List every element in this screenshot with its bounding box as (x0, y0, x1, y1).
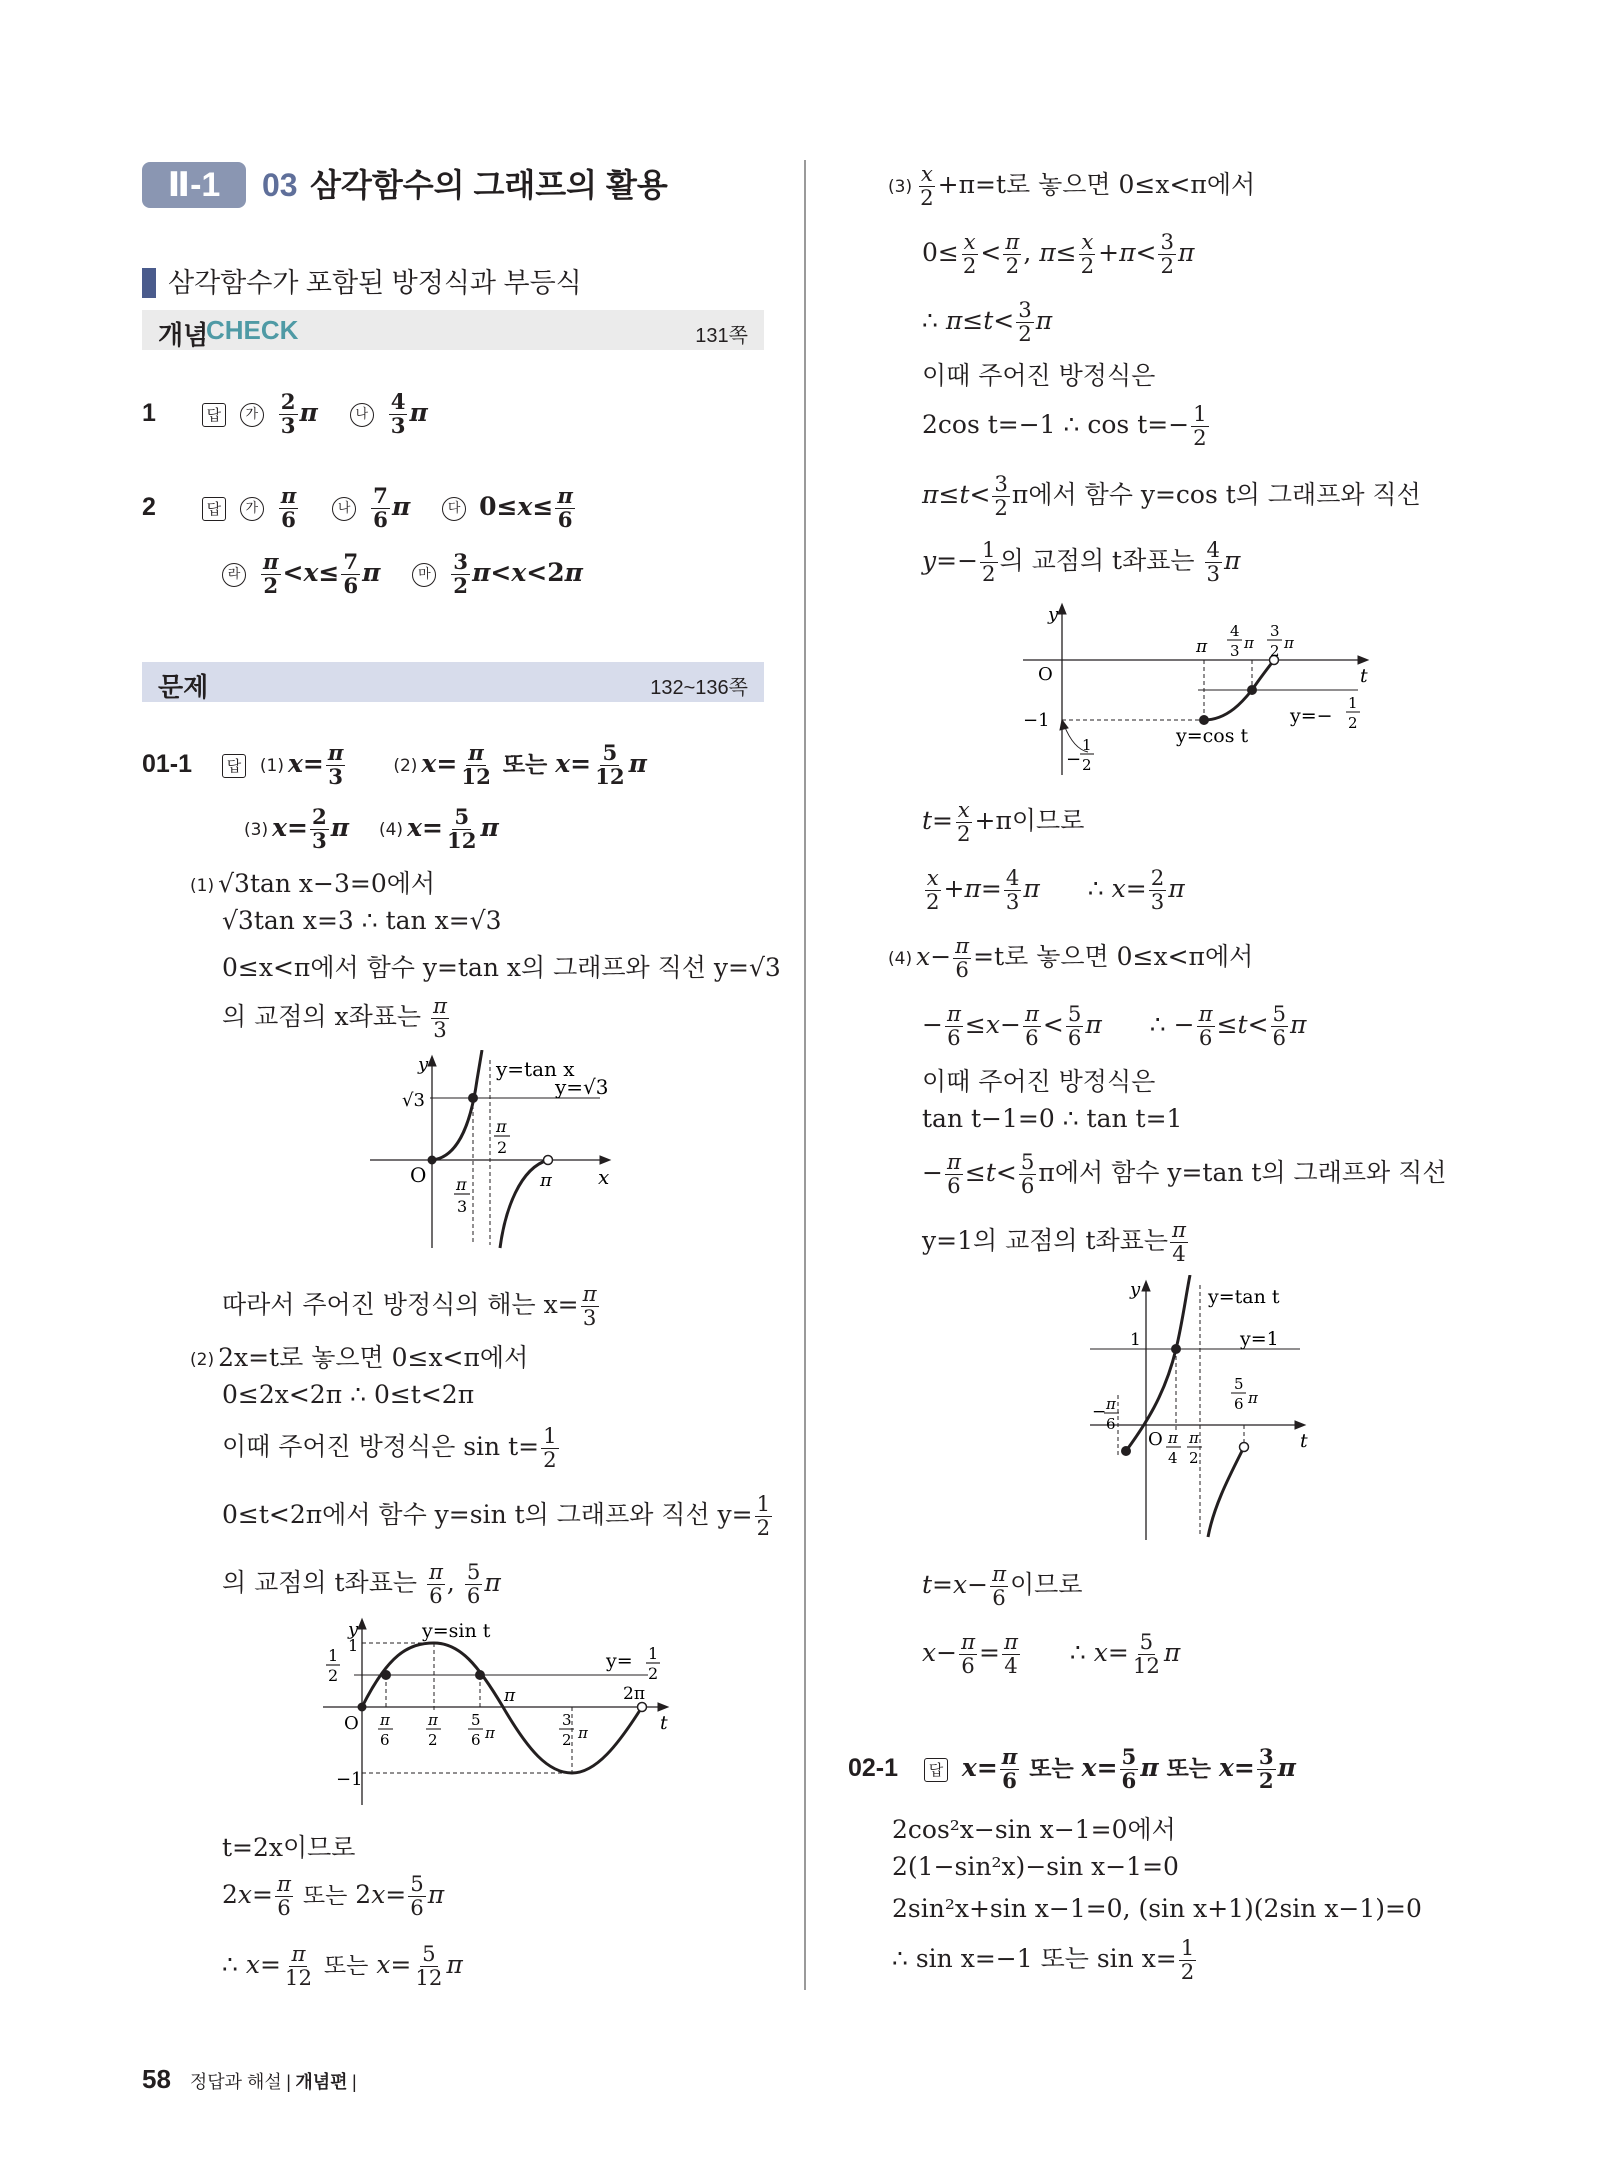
p2-line3: 2sin²x+sin x−1=0, (sin x+1)(2sin x−1)=0 (892, 1894, 1422, 1923)
origin-label: O (1038, 664, 1053, 685)
x-axis-arrow-icon (600, 1156, 610, 1164)
tick-3pi-2-num: 3 (1270, 622, 1280, 640)
tick-neg-pi-6-den: 6 (1106, 1415, 1116, 1433)
lesson-title: 삼각함수의 그래프의 활용 (310, 167, 668, 203)
problem-02-1-label: 02-1 (848, 1754, 899, 1782)
answer-2-row1: 2 답 가 $\frac{\pi}{6}$ 나 $\frac{7}{6}$ π 다 0≤x≤ $\frac{\pi}{6}$ (142, 483, 573, 533)
lesson-number: 03 (262, 167, 298, 203)
tick-pi-2-den: 2 (497, 1138, 508, 1157)
sol3-line3: ∴ π≤t< $\frac{3}{2}$ π (922, 297, 1053, 347)
tick-pi: π (540, 1170, 552, 1191)
origin-label: O (1148, 1429, 1163, 1450)
item-ma-icon: 마 (412, 563, 436, 587)
concept-check-label: 개념 (158, 320, 209, 350)
item-da-icon: 다 (442, 497, 466, 521)
answer-mark-icon: 답 (202, 403, 226, 427)
t-axis-arrow-icon (1358, 656, 1368, 664)
point-4pi-3 (1248, 686, 1257, 695)
sol4-line1-text: =t로 놓으면 0≤x<π에서 (973, 942, 1254, 971)
sol2-line4: 0≤t<2π에서 함수 y=sin t의 그래프와 직선 y= $\frac{1}{2}$ (222, 1491, 771, 1541)
concept-check-bar (142, 310, 764, 350)
tick-5pi-6-den: 6 (471, 1731, 481, 1749)
or-word: 또는 (302, 1882, 348, 1908)
or-word: 또는 (323, 1952, 369, 1978)
tick-half-den: 2 (328, 1666, 339, 1685)
tick-pi-3-num: π (456, 1175, 467, 1194)
leader-arrow-icon (1060, 720, 1068, 730)
y-label: y (1130, 1279, 1141, 1300)
sol4-line6: y=1의 교점의 t좌표는 $\frac{\pi}{4}$ (922, 1217, 1186, 1267)
sol1-line4: 의 교점의 x좌표는 $\frac{\pi}{3}$ (222, 993, 447, 1043)
sol3-line8: t= $\frac{x}{2}$ +π이므로 (922, 797, 1085, 847)
tick-3pi-2-den: 2 (562, 1731, 572, 1749)
sol3-line7: y=− $\frac{1}{2}$ 의 교점의 t좌표는 $\frac{4}{3}$ π (922, 537, 1241, 587)
tick-neg1: −1 (1023, 710, 1050, 731)
subsection-title: 삼각함수가 포함된 방정식과 부등식 (168, 268, 582, 298)
problem-02-1-number (848, 1754, 898, 1782)
tick-3pi-2-num: 3 (562, 1711, 572, 1729)
page-number: 58 (142, 2064, 171, 2094)
line-label: y=√3 (555, 1075, 609, 1099)
point-origin (428, 1156, 436, 1164)
sol2-line1-text: 2x=t로 놓으면 0≤x<π에서 (218, 1343, 529, 1372)
y-axis-arrow-icon (428, 1056, 436, 1066)
sol4-line6-text: y=1의 교점의 t좌표는 (922, 1226, 1168, 1255)
tick-pi-6-num: π (380, 1711, 390, 1729)
tick-5pi-6-pi: π (485, 1724, 495, 1742)
item-na-icon: 나 (332, 497, 356, 521)
answer-mark-icon: 답 (924, 1758, 948, 1782)
column-divider (804, 160, 806, 1990)
answer-01-1-row1: 01-1 답 (1) x= $\frac{\pi}{3}$ (2) x= $\frac{\pi}{12}$ 또는 x= $\frac{5}{12}$ π (142, 740, 647, 790)
sol2-line5-text: 의 교점의 t좌표는 (222, 1568, 417, 1597)
t-axis-arrow-icon (1295, 1421, 1305, 1429)
answer-02-1: 02-1 답 x= $\frac{\pi}{6}$ 또는 x= $\frac{5}{6}$ π 또는 x= $\frac{3}{2}$ π (848, 1744, 1296, 1794)
tick-4pi-3-pi: π (1244, 634, 1254, 652)
tick-5pi-6-num: 5 (471, 1711, 481, 1729)
unit-badge (142, 162, 246, 208)
subsection-marker (142, 268, 156, 298)
sin-curve (362, 1643, 642, 1773)
sol2-line7: 2x= $\frac{\pi}{6}$ 또는 2x= $\frac{5}{6}$ π (222, 1871, 445, 1921)
graph-sin-t (318, 1615, 678, 1810)
y-axis-arrow-icon (1142, 1281, 1150, 1291)
or-word: 또는 (1166, 1755, 1212, 1781)
item-ga-icon: 가 (240, 497, 264, 521)
tick-3pi-2-pi: π (1284, 634, 1294, 652)
sol2-line3: 이때 주어진 방정식은 sin t= $\frac{1}{2}$ (222, 1423, 557, 1473)
sol2-line3-text: 이때 주어진 방정식은 sin t= (222, 1432, 540, 1461)
line-label: y=1 (1240, 1328, 1279, 1350)
point-pi-open (544, 1156, 553, 1165)
tick-pi-2-den: 2 (1189, 1449, 1199, 1467)
problems-page: 132~136쪽 (650, 677, 748, 699)
sol1-line1-text: tan x−3=0에서 (249, 869, 436, 898)
sol1-conclusion-text: 따라서 주어진 방정식의 해는 x= (222, 1290, 579, 1319)
point-origin (358, 1703, 366, 1711)
tick-neg1: −1 (336, 1769, 363, 1790)
point-5pi-6-open (1240, 1443, 1249, 1452)
sol2-line4-text: 0≤t<2π에서 함수 y=sin t의 그래프와 직선 y= (222, 1500, 753, 1529)
problems-label: 문제 (158, 672, 209, 702)
item-ga-icon: 가 (240, 403, 264, 427)
tick-3pi-2-pi: π (578, 1724, 588, 1742)
y-axis-arrow-icon (358, 1619, 366, 1629)
sol3-line5: 2cos t=−1 ∴ cos t=− $\frac{1}{2}$ (922, 401, 1207, 451)
tick-1: 1 (348, 1636, 359, 1655)
sol2-line6: t=2x이므로 (222, 1833, 356, 1862)
line-label-y: y=− (1290, 705, 1333, 727)
footer (142, 2064, 357, 2099)
sol3-line9: $\frac{x}{2}$ +π= $\frac{4}{3}$ π ∴ x= $\frac{2}{3}$ π (926, 865, 1185, 915)
unit-badge-text: Ⅱ-1 (167, 166, 221, 204)
sol3-line2: 0≤ $\frac{x}{2}$ < $\frac{\pi}{2}$ , π≤ $\frac{x}{2}$ +π< $\frac{3}{2}$ π (922, 229, 1195, 279)
sol4-line8: x− $\frac{\pi}{6}$ = $\frac{\pi}{4}$ ∴ x= $\frac{5}{12}$ π (922, 1629, 1181, 1679)
line-label-den: 2 (1348, 714, 1358, 732)
y-axis-arrow-icon (1058, 604, 1066, 614)
concept-check-page: 131쪽 (695, 325, 748, 347)
answer-1-number: 1 (142, 399, 156, 427)
tick-neg-half-num: 1 (1082, 736, 1092, 754)
y-label: y (348, 1619, 359, 1640)
tan-curve-left (432, 1050, 482, 1160)
answer-mark-icon: 답 (202, 497, 226, 521)
p2-line4-text: ∴ sin x=−1 또는 sin x= (892, 1944, 1177, 1973)
sol1-line2: √3tan x=3 ∴ tan x=√3 (222, 906, 502, 935)
t-label: t (660, 1712, 668, 1734)
sol4-line5: − $\frac{\pi}{6}$ ≤t< $\frac{5}{6}$ π에서 함수 y=tan t의 그래프와 직선 (922, 1149, 1447, 1199)
problem-01-1-label: 01-1 (142, 750, 193, 778)
tick-pi: π (504, 1686, 516, 1706)
t-label: t (1300, 1430, 1308, 1452)
problem-01-1-number (142, 750, 192, 778)
or-word: 또는 (1029, 1755, 1074, 1781)
point-5pi-6 (476, 1671, 485, 1680)
tick-3pi-2-den: 2 (1270, 642, 1280, 660)
tick-4pi-3-num: 4 (1230, 622, 1240, 640)
line-label-num: 1 (648, 1644, 659, 1663)
line-label-num: 1 (1348, 694, 1358, 712)
point-intersection (469, 1094, 478, 1103)
sol2-line8: ∴ x= $\frac{\pi}{12}$ 또는 x= $\frac{5}{12}$ π (222, 1941, 463, 1991)
tick-neg-pi-6-num: π (1106, 1395, 1116, 1413)
sol1-line2-text: tan x=3 ∴ tan x= (253, 906, 470, 935)
tick-pi: π (1196, 637, 1208, 657)
origin-label: O (410, 1163, 427, 1187)
tick-pi-2-num: π (428, 1711, 438, 1729)
item-ra-icon: 라 (222, 563, 246, 587)
tick-1: 1 (1130, 1330, 1141, 1350)
line-label-y: y= (606, 1650, 633, 1672)
sol4-line4: tan t−1=0 ∴ tan t=1 (922, 1104, 1183, 1133)
concept-check-eng: CHECK (206, 315, 299, 345)
sol3-line4: 이때 주어진 방정식은 (922, 361, 1156, 390)
tick-2pi: 2π (623, 1684, 645, 1704)
tick-5pi-6-num: 5 (1234, 1375, 1244, 1393)
point-neg-pi-6 (1122, 1447, 1131, 1456)
sol4-line2: − $\frac{\pi}{6}$ ≤x− $\frac{\pi}{6}$ < $\frac{5}{6}$ π ∴ − $\frac{\pi}{6}$ ≤t< $\frac{5}{6}$ π (922, 1001, 1307, 1051)
origin-label: O (344, 1713, 359, 1734)
tan-curve-right (1208, 1447, 1244, 1537)
tick-5pi-6-den: 6 (1234, 1395, 1244, 1413)
tick-half-num: 1 (328, 1646, 339, 1665)
sol4-line5-text: π에서 함수 y=tan t의 그래프와 직선 (1038, 1158, 1447, 1187)
sol4-line1: (4) x− $\frac{\pi}{6}$ =t로 놓으면 0≤x<π에서 (888, 933, 1254, 983)
sol1-conclusion: 따라서 주어진 방정식의 해는 x= $\frac{\pi}{3}$ (222, 1281, 597, 1331)
sol4-line3: 이때 주어진 방정식은 (922, 1067, 1156, 1096)
sol4-line7: t=x− $\frac{\pi}{6}$ 이므로 (922, 1561, 1083, 1611)
sol3-line6: π≤t< $\frac{3}{2}$ π에서 함수 y=cos t의 그래프와 직선 (922, 471, 1421, 521)
tick-pi-2-den: 2 (428, 1731, 438, 1749)
tick-neg-half-minus: − (1066, 749, 1082, 770)
t-axis-arrow-icon (658, 1703, 668, 1711)
line-label-den: 2 (648, 1664, 659, 1683)
tan-label: y=tan x (496, 1057, 575, 1081)
p2-line2: 2(1−sin²x)−sin x−1=0 (892, 1852, 1179, 1881)
sol1-line3: 0≤x<π에서 함수 y=tan x의 그래프와 직선 y=√3 (222, 953, 781, 982)
point-pi-6 (382, 1671, 391, 1680)
p2-line1: 2cos²x−sin x−1=0에서 (892, 1815, 1176, 1844)
or-word: 또는 (502, 751, 548, 777)
sol3-line1: (3) $\frac{x}{2}$ +π=t로 놓으면 0≤x<π에서 (888, 161, 1256, 211)
sol3-line5-text: 2cos t=−1 ∴ cos t=− (922, 410, 1190, 439)
sol3-line8-text: +π이므로 (974, 806, 1085, 835)
sol1-line1: (1) √3tan x−3=0에서 (190, 869, 436, 898)
answer-2-row2: 라 $\frac{\pi}{2}$ <x≤ $\frac{7}{6}$ π 마 $\frac{3}{2}$ π<x<2π (222, 548, 583, 598)
graph-cos-t (1018, 600, 1378, 780)
tick-pi-2-num: π (496, 1117, 507, 1136)
tick-neg-half-den: 2 (1082, 756, 1092, 774)
sol3-line6-text: π에서 함수 y=cos t의 그래프와 직선 (1011, 480, 1421, 509)
edition: 개념편 (295, 2072, 348, 2092)
tick-pi-4-den: 4 (1168, 1449, 1178, 1467)
t-label: t (1360, 665, 1368, 687)
sol3-line7-text: 의 교점의 t좌표는 (999, 546, 1195, 575)
tick-pi-2-num: π (1189, 1429, 1199, 1447)
cos-label: y=cos t (1176, 725, 1249, 747)
sol2-line1: (2) 2x=t로 놓으면 0≤x<π에서 (190, 1343, 529, 1372)
y-label: y (418, 1054, 429, 1075)
tant-label: y=tan t (1208, 1286, 1280, 1308)
item-na-icon: 나 (350, 403, 374, 427)
answer-1: 1 답 가 $\frac{2}{3}$ π 나 $\frac{4}{3}$ π (142, 389, 428, 439)
graph-tan-t (1090, 1275, 1320, 1545)
sol2-line2: 0≤2x<2π ∴ 0≤t<2π (222, 1380, 475, 1409)
point-pi-4 (1172, 1345, 1181, 1354)
tick-neg-pi-6-minus: − (1092, 1402, 1107, 1422)
sol4-line7-text: 이므로 (1010, 1570, 1083, 1599)
tick-pi-6-den: 6 (380, 1731, 390, 1749)
x-label: x (598, 1165, 610, 1189)
y-label: y (1048, 604, 1059, 625)
tick-pi-4-num: π (1168, 1429, 1178, 1447)
answer-2-number: 2 (142, 493, 156, 521)
problems-bar (142, 662, 764, 702)
tick-5pi-6-pi: π (1248, 1389, 1258, 1407)
answer-01-1-row2: (3) x= $\frac{2}{3}$ π (4) x= $\frac{5}{12}$ π (244, 804, 499, 854)
p2-line4: ∴ sin x=−1 또는 sin x= $\frac{1}{2}$ (892, 1935, 1195, 1985)
answer-mark-icon: 답 (222, 754, 246, 778)
book-part: 정답과 해설 (189, 2072, 282, 2092)
footer-sep: | (286, 2072, 291, 2092)
point-pi (1200, 716, 1209, 725)
sol1-line4-text: 의 교점의 x좌표는 (222, 1002, 422, 1031)
sol3-line1-text: +π=t로 놓으면 0≤x<π에서 (937, 170, 1256, 199)
sol2-line5: 의 교점의 t좌표는 $\frac{\pi}{6}$ , $\frac{5}{6}$ π (222, 1559, 501, 1609)
sin-label: y=sin t (422, 1620, 491, 1642)
tick-4pi-3-den: 3 (1230, 642, 1240, 660)
footer-sep: | (352, 2072, 357, 2092)
graph-tan-x (370, 1050, 620, 1255)
tick-sqrt3: √3 (402, 1090, 425, 1111)
tick-pi-3-den: 3 (457, 1197, 468, 1216)
